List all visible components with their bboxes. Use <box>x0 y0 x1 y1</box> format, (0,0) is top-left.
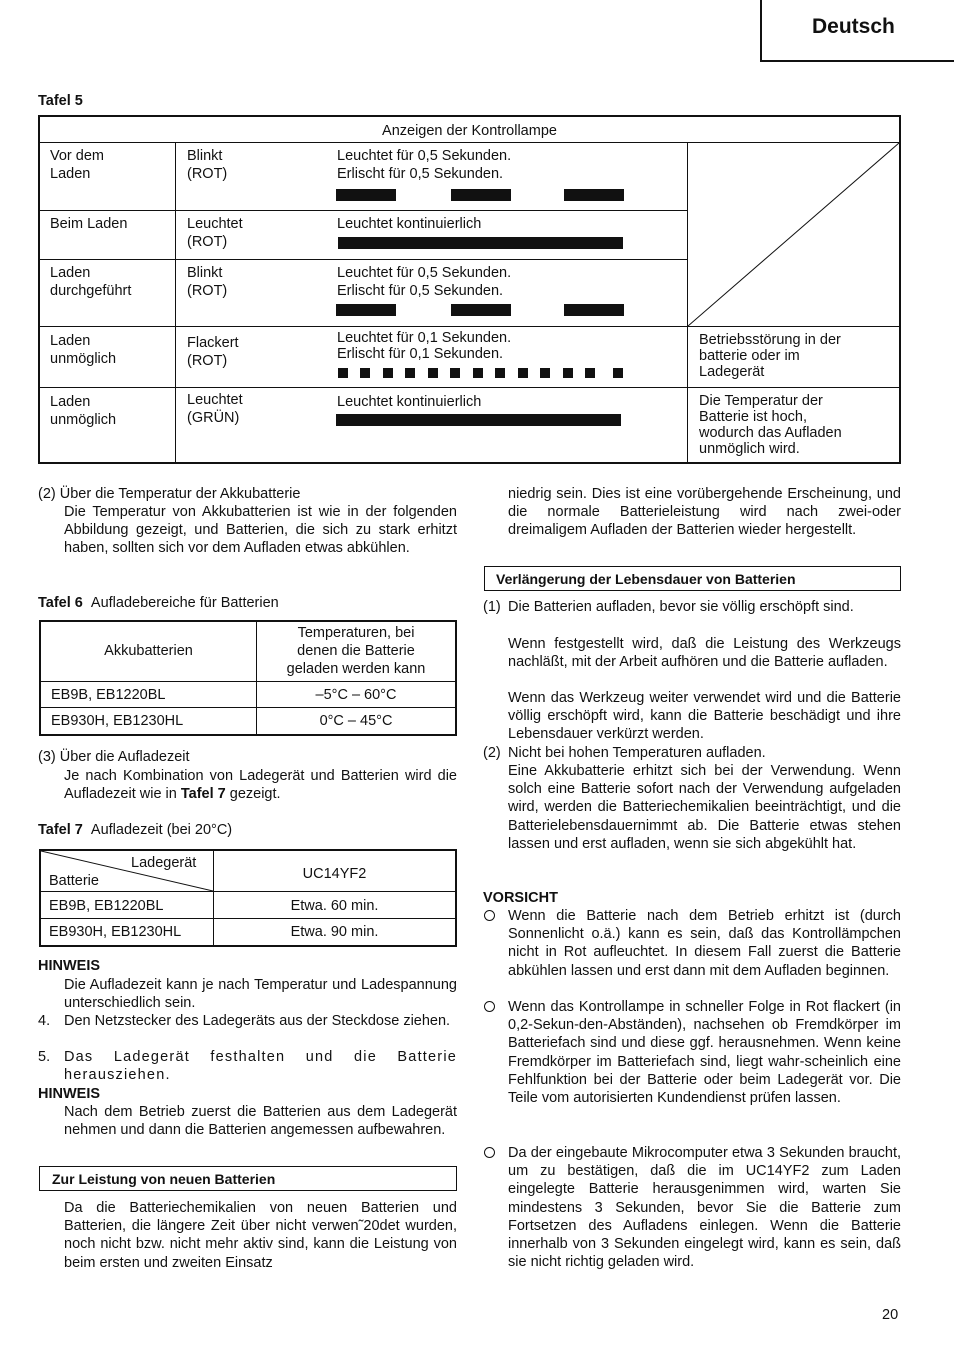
t5-desc: Leuchtet für 0,5 Sekunden. Erlischt für 0,5 Sekunden. <box>337 265 512 300</box>
t5-lamp: Leuchtet (ROT) <box>187 216 243 251</box>
language-label: Deutsch <box>812 15 895 38</box>
tafel7-caption: Tafel 7 Aufladezeit (bei 20°C) <box>38 822 233 838</box>
t5-desc: Leuchtet für 0,5 Sekunden. Erlischt für 0,5 Sekunden. <box>337 148 512 183</box>
tafel7-table <box>39 849 457 947</box>
t5-state: Laden unmöglich <box>50 333 117 368</box>
tafel7-corner-top: Ladegerät <box>131 855 197 871</box>
bullet-circle-icon <box>484 910 495 921</box>
t5-state: Vor dem Laden <box>50 148 104 183</box>
tafel6-col1: Akkubatterien <box>104 643 193 659</box>
t5-note: Betriebsstörung in der batterie oder im Ladegerät <box>699 332 841 380</box>
blink-bar <box>336 304 396 316</box>
tafel6-temp: –5°C – 60°C <box>315 687 397 703</box>
tafel6-battery: EB930H, EB1230HL <box>51 713 184 729</box>
caution-2: Wenn das Kontrollampe in schneller Folge in Rot flackert (in 0,2-Sekun-den-Abständen), nachsehen ob Fremdkörper im Batteriefach sind und diese ggf. herausnehmen. Wenn keine Fremdkörper im Batteriefach sind, liegt wahr-scheinlich eine Fehlfunktion bei der Batterie oder beim Ladegerät vor. Die Teile vom autorisierten Kundendienst prüfen lassen. <box>508 999 901 1107</box>
t5-state: Laden unmöglich <box>50 394 117 429</box>
section-2-body: Die Temperatur von Akkubatterien ist wie in der folgenden Abbildung gezeigt, und Batterien, die sich zu stark erhitzt haben, sollten sich vor dem Aufladen etwas abkühlen. <box>64 504 457 557</box>
new-batteries-body: Da die Batteriechemikalien von neuen Batterien und Batterien, die längere Zeit über nicht verwen˜20det wurden, noch nicht bzw. nicht mehr aktiv sind, kann die Leistung von beim ersten und zweiten Einsatz <box>64 1200 457 1271</box>
tafel7-time: Etwa. 90 min. <box>290 924 379 940</box>
t5-lamp: Flackert (ROT) <box>187 335 239 370</box>
t5-note: Die Temperatur der Batterie ist hoch, wodurch das Aufladen unmöglich wird. <box>699 393 842 457</box>
tafel5-table <box>38 115 901 464</box>
section-3-body: Je nach Kombination von Ladegerät und Batterien wird die Aufladezeit wie in Tafel 7 gezeigt. <box>64 768 457 803</box>
bullet-circle-icon <box>484 1147 495 1158</box>
continued-text: niedrig sein. Dies ist eine vorübergehende Erscheinung, und die normale Batterieleistung wird nach zwei-oder dreimaligem Aufladen der Batterien wieder hergestellt. <box>508 486 901 539</box>
blink-bar <box>451 304 511 316</box>
tafel6-temp: 0°C – 45°C <box>319 713 393 729</box>
t5-lamp: Blinkt (ROT) <box>187 265 228 300</box>
hinweis-2-title: HINWEIS <box>38 1086 101 1102</box>
t5-state: Beim Laden <box>50 216 128 232</box>
tafel6-table <box>39 620 457 736</box>
vorsicht-title: VORSICHT <box>483 890 558 906</box>
item-2-b: Eine Akkubatterie erhitzt sich bei der Verwendung. Wenn solch eine Batterie sofort nach der Verwendung aufgeladen wird, werden die Batteriechemikalien beeinträchtigt, und die Batterielebensdauernimmt ab. Die Batterie etwas stehen lassen und erst aufladen, wenn sie sich abgekühlt hat. <box>508 763 901 852</box>
tafel7-battery: EB930H, EB1230HL <box>49 924 182 940</box>
hinweis-1-body: Die Aufladezeit kann je nach Temperatur und Ladespannung unterschiedlich sein. <box>64 977 457 1012</box>
continuous-bar <box>338 237 623 249</box>
t5-desc: Leuchtet kontinuierlich <box>337 216 482 232</box>
tafel7-model: UC14YF2 <box>302 866 367 882</box>
tafel7-time: Etwa. 60 min. <box>290 898 379 914</box>
tafel6-caption: Tafel 6 Aufladebereiche für Batterien <box>38 595 279 611</box>
item-2-number: (2) <box>483 745 501 761</box>
step-4-number: 4. <box>38 1013 51 1029</box>
t5-desc: Leuchtet für 0,1 Sekunden. Erlischt für 0,1 Sekunden. <box>337 330 512 362</box>
step-5-text: Das Ladegerät festhalten und die Batterie herausziehen. <box>64 1049 457 1084</box>
tafel7-battery: EB9B, EB1220BL <box>49 898 164 914</box>
section-battery-life-heading: Verlängerung der Lebensdauer von Batterien <box>484 566 901 591</box>
section-3-title: (3) Über die Aufladezeit <box>38 749 190 765</box>
step-4-text: Den Netzstecker des Ladegeräts aus der Steckdose ziehen. <box>64 1013 451 1029</box>
caution-3: Da der eingebaute Mikrocomputer etwa 3 Sekunden braucht, um zu bestätigen, daß die im UC14YF2 zum Laden eingelegte Batterie herausgenimmen wird, warten Sie mindestens 3 Sekunden, bevor Sie die Batterie zum Fortsetzen des Aufladens einlegen. Wenn die Batterie innerhalb von 3 Sekunden eingelegt wird, kann es sein, daß sie nicht richtig geladen wird. <box>508 1145 901 1271</box>
hinweis-1-title: HINWEIS <box>38 958 101 974</box>
section-2-title: (2) Über die Temperatur der Akkubatterie <box>38 486 301 502</box>
blink-bar <box>336 189 396 201</box>
bullet-circle-icon <box>484 1001 495 1012</box>
continuous-bar <box>336 414 621 426</box>
tafel7-corner-bottom: Batterie <box>49 873 99 889</box>
blink-bar <box>564 189 624 201</box>
t5-desc: Leuchtet kontinuierlich <box>337 394 482 410</box>
tafel5-caption: Tafel 5 <box>38 93 83 109</box>
language-tab <box>760 0 954 62</box>
item-2-a: Nicht bei hohen Temperaturen aufladen. <box>508 745 766 761</box>
t5-state: Laden durchgeführt <box>50 265 132 300</box>
tafel5-header: Anzeigen der Kontrollampe <box>382 123 557 139</box>
t5-lamp: Blinkt (ROT) <box>187 148 228 183</box>
t5-lamp: Leuchtet (GRÜN) <box>187 392 243 427</box>
step-5-number: 5. <box>38 1049 51 1065</box>
item-1-a: Die Batterien aufladen, bevor sie völlig erschöpft sind. <box>508 599 854 615</box>
blink-bar <box>451 189 511 201</box>
tafel6-col2: Temperaturen, bei denen die Batterie geladen werden kann <box>286 625 426 678</box>
section-new-batteries-heading: Zur Leistung von neuen Batterien <box>39 1166 457 1191</box>
item-1-b: Wenn festgestellt wird, daß die Leistung des Werkzeugs nachläßt, mit der Arbeit aufhören und die Batterie aufladen. <box>508 636 901 671</box>
empty-cell-diagonal <box>688 143 899 326</box>
hinweis-2-body: Nach dem Betrieb zuerst die Batterien aus dem Ladegerät nehmen und dann die Batterien angemessen aufbewahren. <box>64 1104 457 1139</box>
tafel6-battery: EB9B, EB1220BL <box>51 687 166 703</box>
caution-1: Wenn die Batterie nach dem Betrieb erhitzt ist (durch Sonnenlicht o.ä.) kann es sein, daß das Kontrollämpchen nicht in Rot aufleuchtet. In diesem Fall zuerst die Batterie abkühlen lassen und erst dann mit dem Aufladen beginnen. <box>508 908 901 979</box>
blink-bar <box>564 304 624 316</box>
page-number: 20 <box>882 1307 899 1323</box>
item-1-number: (1) <box>483 599 501 615</box>
item-1-c: Wenn das Werkzeug weiter verwendet wird und die Batterie völlig erschöpft wird, kann die Batterie beschädigt und ihre Lebensdauer verkürzt werden. <box>508 690 901 743</box>
